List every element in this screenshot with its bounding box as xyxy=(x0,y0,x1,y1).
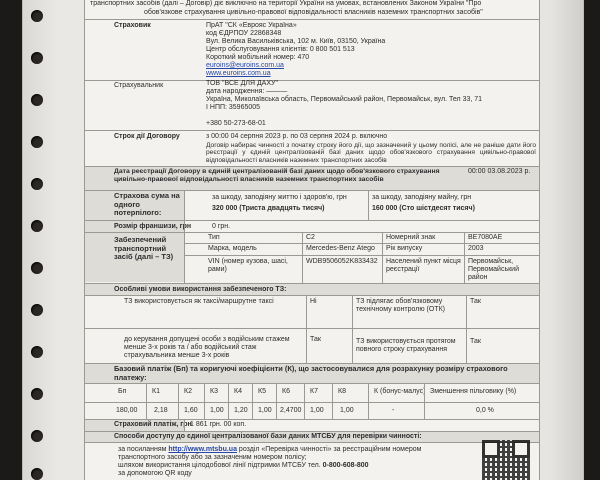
sum-life-value: 320 000 (Триста двадцять тисяч) xyxy=(212,205,325,212)
coef-header: К7 xyxy=(310,388,318,395)
coef-value: 1,00 xyxy=(210,407,224,414)
vehicle-vin-value: WDB9506052K833432 xyxy=(306,258,378,265)
coef-value: - xyxy=(392,407,395,414)
usage-period: ТЗ використовується протягом повного строку страхування xyxy=(356,338,456,354)
coef-header: К2 xyxy=(184,388,192,395)
vehicle-reg-value: Первомайськ, Первомайський район xyxy=(468,258,519,282)
vehicle-reg-label: Населений пункт місця реєстрації xyxy=(386,258,461,274)
coef-header: К3 xyxy=(210,388,218,395)
usage-taxi: ТЗ використовується як таксі/маршрутне таксі xyxy=(124,298,274,305)
usage-title: Особливі умови використання забезпеченого ТЗ: xyxy=(114,286,287,293)
sum-property-value: 160 000 (Сто шістдесят тисяч) xyxy=(372,205,475,212)
vehicle-make-label: Марка, модель xyxy=(208,245,257,252)
coefficients-title: Базовий платіж (Бп) та коригуючі коефіцієнти (К), що застосовувалися для розрахунку розміру страхового платежу: xyxy=(114,364,508,382)
insurer-line: Центр обслуговування клієнтів: 0 800 501 513 xyxy=(206,46,355,53)
punch-hole xyxy=(31,262,43,274)
insured-label: Страхувальник xyxy=(114,82,164,89)
insured-name: ТОВ "ВСЕ ДЛЯ ДАХУ" xyxy=(206,80,278,87)
coef-value: 1,00 xyxy=(340,407,354,414)
access-title: Способи доступу до єдиної централізованої бази даних МТСБУ для перевірки чинності: xyxy=(114,433,422,440)
punch-hole xyxy=(31,52,43,64)
vehicle-type-value: C2 xyxy=(306,234,315,241)
coef-header: К8 xyxy=(338,388,346,395)
punch-hole xyxy=(31,388,43,400)
coef-value: 1,00 xyxy=(258,407,272,414)
access-line: транспортного засобу або за зазначеним номером полісу; xyxy=(118,454,307,461)
registration-text: Дата реєстрації Договору в єдиній централізованій базі даних щодо обов'язкового страхування цивільно-правової відповідальності власників наземних транспортних засобів xyxy=(114,168,440,183)
vehicle-make-value: Mercedes-Benz Atego xyxy=(306,245,375,252)
coef-value: 2,4700 xyxy=(280,407,302,414)
usage-taxi-value: Ні xyxy=(310,298,317,305)
sum-life-caption: за шкоду, заподіяну життю і здоров'ю, грн xyxy=(212,194,347,201)
registration-value: 00:00 03.08.2023 р. xyxy=(468,168,531,175)
insured-npp: І НПП: 35965005 xyxy=(206,104,261,111)
support-phone: 0-800-608-800 xyxy=(322,462,369,469)
coef-header: К5 xyxy=(258,388,266,395)
insurer-line: код ЄДРПОУ 22868348 xyxy=(206,30,282,37)
insured-phone: +380 50-273-68-01 xyxy=(206,120,266,127)
coef-value: 1,00 xyxy=(310,407,324,414)
vehicle-plate-value: BE7080AE xyxy=(468,234,503,241)
mtsbu-link[interactable]: http://www.mtsbu.ua xyxy=(168,446,237,453)
insured-birth: дата народження: ——— xyxy=(206,88,288,95)
sum-label: Страхова сума на одного потерпілого: xyxy=(114,191,180,218)
usage-otk: ТЗ підлягає обов'язковому технічному контролю (ОТК) xyxy=(356,298,446,314)
payment-label: Страховий платіж, грн xyxy=(114,421,192,428)
vehicle-plate-label: Номерний знак xyxy=(386,234,436,241)
insurer-line: ПрАТ "СК «Еврояс Україна» xyxy=(206,22,297,29)
insurer-line: Короткий мобільний номер: 470 xyxy=(206,54,310,61)
insurer-site-link[interactable]: www.euroins.com.ua xyxy=(206,70,271,77)
insurer-line: Вул. Велика Васильківська, 102 м. Київ, 03150, Україна xyxy=(206,38,386,45)
punch-hole xyxy=(31,304,43,316)
usage-drivers-value: Так xyxy=(310,336,321,343)
term-note: Договір набирає чинності з початку строку його дії, що зазначений у цьому полісі, але не раніше дати його реєстрації у єдиній централізованій базі даних щодо обов'язкового страхування цивільно-правової відповідальності власників наземних транспортних засобів xyxy=(206,142,536,164)
coef-header: Зменшення пільговику (%) xyxy=(430,388,517,395)
coef-value: 0,0 % xyxy=(476,407,494,414)
insurer-label: Страховик xyxy=(114,22,151,29)
term-value: з 00:00 04 серпня 2023 р. по 03 серпня 2024 р. включно xyxy=(206,133,388,140)
coef-header: К (бонус-малус) xyxy=(374,388,426,395)
insurer-email-link[interactable]: euroins@euroins.com.ua xyxy=(206,62,284,69)
punch-hole xyxy=(31,220,43,232)
usage-drivers: до керування допущені особи з водійським стажем менше 3-х років та / або водійський стаж страхувальника менше 3-х років xyxy=(124,336,290,360)
usage-period-value: Так xyxy=(470,338,481,345)
term-label: Строк дії Договору xyxy=(114,133,180,140)
vehicle-year-label: Рік випуску xyxy=(386,245,423,252)
vehicle-year-value: 2003 xyxy=(468,245,484,252)
coef-value: 2,18 xyxy=(154,407,168,414)
access-line: шляхом використання цілодобової лінії підтримки МТСБУ тел. 0-800-608-800 xyxy=(118,462,369,469)
punch-hole xyxy=(31,178,43,190)
access-line: за посиланням http://www.mtsbu.ua розділ «Перевірка чинності» за реєстраційним номером xyxy=(118,446,422,453)
coef-header: К6 xyxy=(282,388,290,395)
punch-hole xyxy=(31,346,43,358)
punch-hole xyxy=(31,468,43,480)
vehicle-label: Забезпечений транспортний засіб (далі – ТЗ) xyxy=(114,235,174,262)
punch-hole xyxy=(31,430,43,442)
insurance-policy-document xyxy=(84,0,540,480)
usage-otk-value: Так xyxy=(470,298,481,305)
coef-value: 1,20 xyxy=(234,407,248,414)
coef-value: 1,60 xyxy=(184,407,198,414)
header-line: транспортних засобів (далі – Договір) діє виключно на території України на умовах, встановлених Законом України "Про xyxy=(90,0,482,7)
qr-code-icon[interactable] xyxy=(482,440,530,480)
coef-header: Бп xyxy=(118,388,127,395)
franchise-label: Розмір франшизи, грн xyxy=(114,223,192,230)
coef-value: 180,00 xyxy=(116,407,138,414)
punch-hole xyxy=(31,10,43,22)
vehicle-vin-label: VIN (номер кузова, шасі, рами) xyxy=(208,258,288,274)
punch-hole xyxy=(31,136,43,148)
payment-value: 1 861 грн. 00 коп. xyxy=(190,421,247,428)
access-line: за допомогою QR коду xyxy=(118,470,192,477)
sum-property-caption: за шкоду, заподіяну майну, грн xyxy=(372,194,472,201)
coef-header: К1 xyxy=(152,388,160,395)
coef-header: К4 xyxy=(234,388,242,395)
header-line: обов'язкове страхування цивільно-правової відповідальності власників наземних транспортних засобів" xyxy=(144,9,483,16)
insured-address: Україна, Миколаївська область, Первомайський район, Первомайськ, вул. Тел 33, 71 xyxy=(206,96,483,103)
franchise-value: 0 грн. xyxy=(212,223,231,230)
vehicle-type-label: Тип xyxy=(208,234,220,241)
punch-hole xyxy=(31,94,43,106)
